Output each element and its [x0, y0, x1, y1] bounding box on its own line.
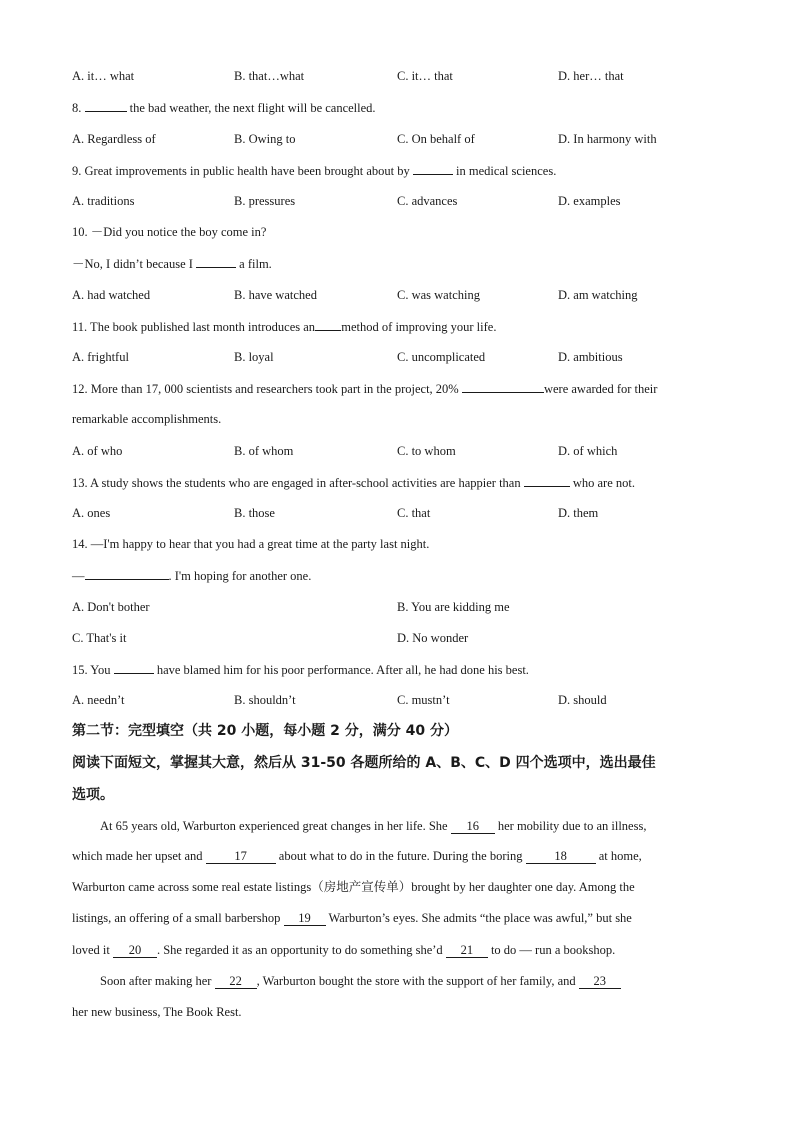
passage-text: , Warburton bought the store with the support of her family, and — [256, 974, 576, 988]
q9-option-a[interactable]: A. traditions — [72, 194, 135, 208]
passage-line-6 — [100, 973, 722, 989]
q10-option-b[interactable]: B. have watched — [234, 288, 317, 302]
q15-option-d[interactable]: D. should — [558, 693, 607, 707]
passage-text: loved it — [72, 943, 110, 957]
section-instruction-line2: 选项。 — [72, 787, 114, 803]
q9-options — [72, 193, 722, 209]
q10-stem-line2 — [72, 255, 722, 272]
passage-text: which made her upset and — [72, 849, 203, 863]
q10-option-a[interactable]: A. had watched — [72, 288, 151, 302]
q14-options-row1 — [72, 599, 722, 615]
blank-23[interactable]: 23 — [579, 974, 621, 989]
passage-text: to do — run a bookshop. — [490, 943, 616, 957]
q14-text-post: . I'm hoping for another one. — [168, 569, 312, 583]
q9-stem — [72, 162, 722, 179]
section-instruction-line1: 阅读下面短文，掌握其大意，然后从 31-50 各题所给的 A、B、C、D 四个选项中，选出最佳 — [72, 755, 656, 771]
passage-text: Warburton’s eyes. She admits “the place was awful,” but she — [328, 911, 632, 925]
q15-option-b[interactable]: B. shouldn’t — [234, 693, 296, 707]
q13-text-pre: 13. A study shows the students who are engaged in after-school activities are happier than — [72, 476, 521, 490]
passage-line-7: her new business, The Book Rest. — [72, 1005, 242, 1019]
q9-option-c[interactable]: C. advances — [397, 194, 458, 208]
q15-options — [72, 692, 722, 708]
passage-line-5 — [72, 942, 722, 958]
passage-text: At 65 years old, Warburton experienced great changes in her life. She — [100, 819, 448, 833]
q13-blank — [524, 474, 570, 487]
q13-options — [72, 505, 722, 521]
q11-option-b[interactable]: B. loyal — [234, 350, 274, 364]
q8-text: the bad weather, the next flight will be cancelled. — [129, 101, 376, 115]
q7-options — [72, 68, 722, 84]
section-title: 第二节：完型填空（共 20 小题，每小题 2 分，满分 40 分） — [72, 723, 458, 739]
q8-option-c[interactable]: C. On behalf of — [397, 132, 475, 146]
q14-option-b[interactable]: B. You are kidding me — [397, 600, 510, 614]
passage-text: . She regarded it as an opportunity to do something she’d — [156, 943, 443, 957]
q15-option-a[interactable]: A. needn’t — [72, 693, 125, 707]
q12-option-d[interactable]: D. of which — [558, 444, 618, 458]
q8-number: 8. — [72, 101, 82, 115]
q8-stem — [72, 99, 722, 116]
q15-blank — [114, 661, 154, 674]
q12-option-b[interactable]: B. of whom — [234, 444, 294, 458]
q7-option-c[interactable]: C. it… that — [397, 69, 453, 83]
q13-option-d[interactable]: D. them — [558, 506, 599, 520]
q11-option-a[interactable]: A. frightful — [72, 350, 129, 364]
q12-stem-line2: remarkable accomplishments. — [72, 412, 222, 426]
q14-options-row2 — [72, 630, 722, 646]
q12-option-a[interactable]: A. of who — [72, 444, 123, 458]
q15-text-post: have blamed him for his poor performance. After all, he had done his best. — [156, 663, 529, 677]
blank-22[interactable]: 22 — [215, 974, 257, 989]
q7-option-a[interactable]: A. it… what — [72, 69, 135, 83]
q14-text-pre: — — [72, 569, 85, 583]
q11-option-c[interactable]: C. uncomplicated — [397, 350, 486, 364]
q12-stem-line1 — [72, 380, 722, 397]
q13-option-a[interactable]: A. ones — [72, 506, 111, 520]
q13-stem — [72, 474, 722, 491]
blank-17[interactable]: 17 — [206, 849, 276, 864]
q11-text-post: method of improving your life. — [341, 320, 497, 334]
passage-line-1 — [100, 818, 722, 834]
q10-text-pre: －No, I didn’t because I — [72, 257, 193, 271]
q11-blank — [315, 318, 341, 331]
q11-option-d[interactable]: D. ambitious — [558, 350, 623, 364]
passage-line-3: Warburton came across some real estate listings（房地产宣传单）brought by her daughter one day. Among the — [72, 880, 635, 894]
q8-option-b[interactable]: B. Owing to — [234, 132, 296, 146]
q14-stem-line1: 14. —I'm happy to hear that you had a great time at the party last night. — [72, 537, 430, 551]
q12-options — [72, 443, 722, 459]
blank-19[interactable]: 19 — [284, 911, 326, 926]
q9-text-post: in medical sciences. — [456, 164, 557, 178]
q11-options — [72, 349, 722, 365]
q10-blank — [196, 255, 236, 268]
q12-text-pre: 12. More than 17, 000 scientists and researchers took part in the project, 20% — [72, 382, 459, 396]
q14-option-a[interactable]: A. Don't bother — [72, 600, 150, 614]
passage-text: listings, an offering of a small barbershop — [72, 911, 281, 925]
passage-text: at home, — [598, 849, 642, 863]
blank-18[interactable]: 18 — [526, 849, 596, 864]
blank-16[interactable]: 16 — [451, 819, 495, 834]
passage-text: about what to do in the future. During the boring — [278, 849, 523, 863]
q9-option-d[interactable]: D. examples — [558, 194, 621, 208]
q10-stem-line1: 10. －Did you notice the boy come in? — [72, 225, 267, 239]
q11-stem — [72, 318, 722, 335]
q10-option-d[interactable]: D. am watching — [558, 288, 638, 302]
q8-option-d[interactable]: D. In harmony with — [558, 132, 657, 146]
q10-text-post: a film. — [239, 257, 272, 271]
q13-option-b[interactable]: B. those — [234, 506, 275, 520]
q9-option-b[interactable]: B. pressures — [234, 194, 296, 208]
q14-option-d[interactable]: D. No wonder — [397, 631, 469, 645]
q15-text-pre: 15. You — [72, 663, 111, 677]
q7-option-b[interactable]: B. that…what — [234, 69, 305, 83]
q8-option-a[interactable]: A. Regardless of — [72, 132, 156, 146]
q10-option-c[interactable]: C. was watching — [397, 288, 480, 302]
q12-option-c[interactable]: C. to whom — [397, 444, 456, 458]
passage-text: Soon after making her — [100, 974, 212, 988]
q8-options — [72, 131, 722, 147]
q7-option-d[interactable]: D. her… that — [558, 69, 624, 83]
q15-stem — [72, 661, 722, 678]
q15-option-c[interactable]: C. mustn’t — [397, 693, 450, 707]
q14-option-c[interactable]: C. That's it — [72, 631, 127, 645]
q14-blank — [85, 567, 169, 580]
passage-text: her mobility due to an illness, — [497, 819, 647, 833]
q12-blank — [462, 380, 544, 393]
q11-text-pre: 11. The book published last month introduces an — [72, 320, 316, 334]
blank-21[interactable]: 21 — [446, 943, 488, 958]
passage-line-2 — [72, 848, 722, 864]
q12-text-post: were awarded for their — [543, 382, 658, 396]
passage-line-4 — [72, 910, 722, 926]
q10-options — [72, 287, 722, 303]
q8-blank — [85, 99, 127, 112]
q13-option-c[interactable]: C. that — [397, 506, 431, 520]
q13-text-post: who are not. — [572, 476, 635, 490]
blank-20[interactable]: 20 — [113, 943, 157, 958]
q9-text-pre: 9. Great improvements in public health have been brought about by — [72, 164, 410, 178]
q14-stem-line2 — [72, 567, 722, 584]
q9-blank — [413, 162, 453, 175]
